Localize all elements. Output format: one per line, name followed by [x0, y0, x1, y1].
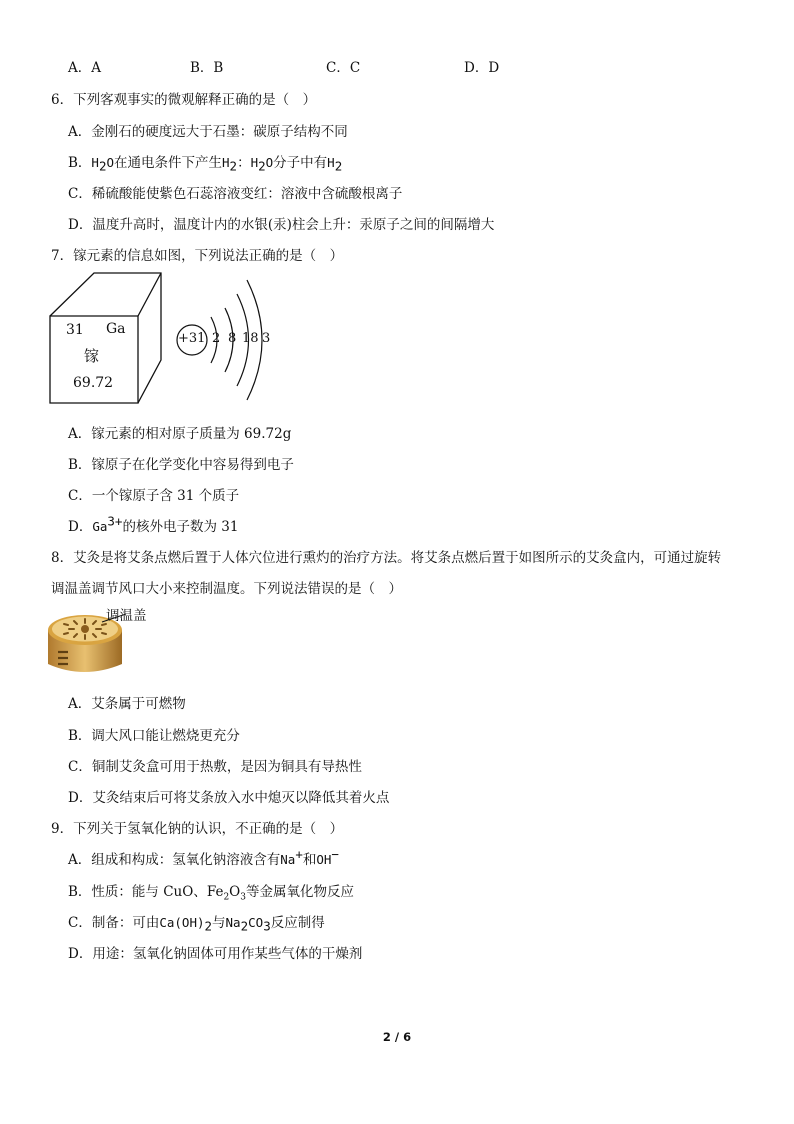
q7-option-d[interactable]: D．$Ga^{3+}$的核外电子数为 31 [68, 513, 239, 535]
q9-option-b[interactable]: B．性质：能与 CuO、$Fe_2O_3$等金属氧化物反应 [68, 884, 354, 903]
q5-options-row [68, 56, 588, 76]
q5-option-a[interactable]: A．A [68, 60, 101, 76]
q9-option-c[interactable]: C．制备：可由$Ca(OH)_2$与$Na_2CO_3$反应制得 [68, 915, 325, 934]
q7-stem: 7．镓元素的信息如图，下列说法正确的是（ ） [51, 248, 344, 264]
q8-option-a[interactable]: A．艾条属于可燃物 [68, 696, 186, 712]
q7-option-c[interactable]: C．一个镓原子含 31 个质子 [68, 488, 240, 504]
q8-option-d[interactable]: D．艾灸结束后可将艾条放入水中熄灭以降低其着火点 [68, 790, 390, 806]
q8-option-c[interactable]: C．铜制艾灸盒可用于热敷，是因为铜具有导热性 [68, 759, 362, 775]
q8-stem-line2: 调温盖调节风口大小来控制温度。下列说法错误的是（ ） [51, 581, 402, 597]
atomic-number: 31 [66, 322, 84, 338]
q8-option-b[interactable]: B．调大风口能让燃烧更充分 [68, 728, 240, 744]
q5-option-c[interactable]: C．C [326, 60, 361, 76]
q9-option-a[interactable]: A．组成和构成：氢氧化钠溶液含有Na+和OH− [68, 846, 339, 868]
q6-stem: 6．下列客观事实的微观解释正确的是（ ） [51, 92, 317, 108]
q5-option-b[interactable]: B．B [190, 60, 224, 76]
element-symbol: Ga [106, 321, 126, 337]
page-number: 2 / 6 [382, 1030, 412, 1044]
atomic-mass: 69.72 [73, 375, 114, 391]
shell-4-count: 3 [262, 331, 271, 346]
nucleus-charge: +31 [178, 331, 206, 346]
q6-option-d[interactable]: D．温度升高时，温度计内的水银(汞)柱会上升：汞原子之间的间隔增大 [68, 217, 495, 233]
q8-stem-line1: 8．艾灸是将艾条点燃后置于人体穴位进行熏灼的治疗方法。将艾条点燃后置于如图所示的艾灸盒内，可通过旋转 [51, 550, 722, 566]
shell-2-count: 8 [228, 331, 237, 346]
element-name: 镓 [84, 347, 100, 365]
q5-option-d[interactable]: D．D [464, 60, 500, 76]
q6-option-c[interactable]: C．稀硫酸能使紫色石蕊溶液变红：溶液中含硫酸根离子 [68, 186, 403, 202]
q6-option-a[interactable]: A．金刚石的硬度远大于石墨：碳原子结构不同 [68, 124, 348, 140]
q7-option-b[interactable]: B．镓原子在化学变化中容易得到电子 [68, 457, 294, 473]
q9-stem: 9．下列关于氢氧化钠的认识，不正确的是（ ） [51, 821, 344, 837]
shell-3-count: 18 [242, 331, 259, 346]
shell-1-count: 2 [212, 331, 221, 346]
q7-option-a[interactable]: A．镓元素的相对原子质量为 69.72g [68, 426, 292, 442]
q6-option-b[interactable]: B．$H_2O$在通电条件下产生$H_2$：$H_2O$分子中有$H_2$ [68, 155, 343, 174]
q9-option-d[interactable]: D．用途：氢氧化钠固体可用作某些气体的干燥剂 [68, 946, 363, 962]
lid-label: 调温盖 [106, 608, 147, 624]
